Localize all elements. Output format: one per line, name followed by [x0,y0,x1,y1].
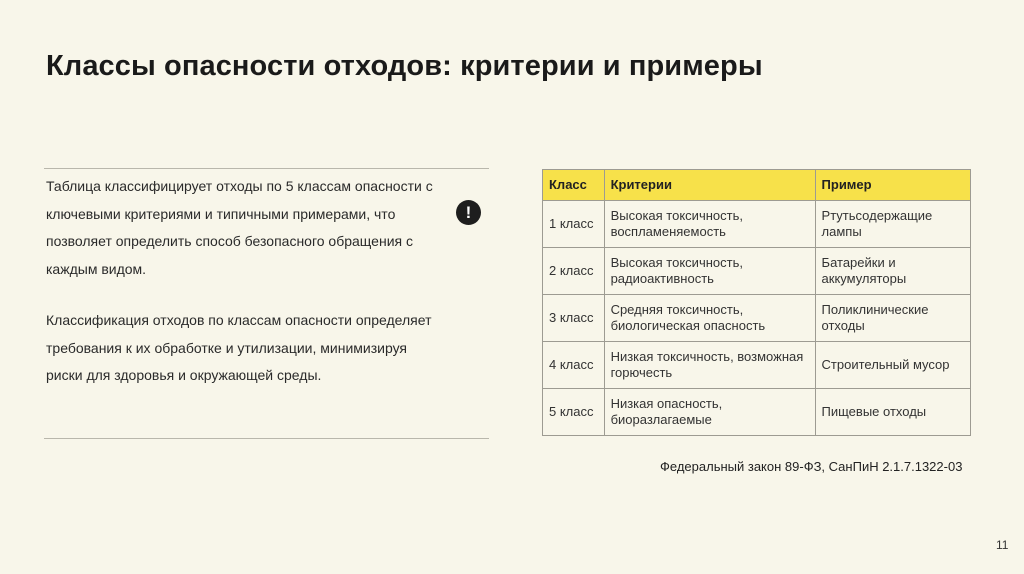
example-cell: Поликлинические отходы [815,295,970,342]
divider-top [44,168,489,169]
table-row [543,248,971,295]
criteria-cell: Высокая токсичность, воспламеняемость [604,201,815,248]
example-cell: Строительный мусор [815,342,970,389]
column-header-example: Пример [815,170,970,201]
exclamation-circle-icon: ! [456,200,481,225]
table-row [543,342,971,389]
class-cell: 1 класс [543,201,605,248]
description-paragraph-1: Таблица классифицирует отходы по 5 классам опасности с ключевыми критериями и типичными примерами, что позволяет определить способ безопасного обращения с каждым видом. [46,178,433,277]
class-cell: 3 класс [543,295,605,342]
class-cell: 5 класс [543,389,605,436]
table-row [543,201,971,248]
criteria-cell: Низкая опасность, биоразлагаемые [604,389,815,436]
class-cell: 4 класс [543,342,605,389]
page-number: 11 [996,538,1009,552]
table-row [543,295,971,342]
criteria-cell: Низкая токсичность, возможная горючесть [604,342,815,389]
slide-title: Классы опасности отходов: критерии и примеры [46,50,763,82]
table-row [543,389,971,436]
table-header-row [543,170,971,201]
criteria-cell: Средняя токсичность, биологическая опасность [604,295,815,342]
example-cell: Пищевые отходы [815,389,970,436]
example-cell: Батарейки и аккумуляторы [815,248,970,295]
example-cell: Ртутьсодержащие лампы [815,201,970,248]
source-citation: Федеральный закон 89-ФЗ, СанПиН 2.1.7.1322-03 [660,459,963,474]
column-header-criteria: Критерии [604,170,815,201]
hazard-class-table [542,169,971,436]
column-header-class: Класс [543,170,605,201]
divider-bottom [44,438,489,439]
criteria-cell: Высокая токсичность, радиоактивность [604,248,815,295]
description-paragraph-2: Классификация отходов по классам опасности определяет требования к их обработке и утилизации, минимизируя риски для здоровья и окружающей среды. [46,312,432,383]
class-cell: 2 класс [543,248,605,295]
